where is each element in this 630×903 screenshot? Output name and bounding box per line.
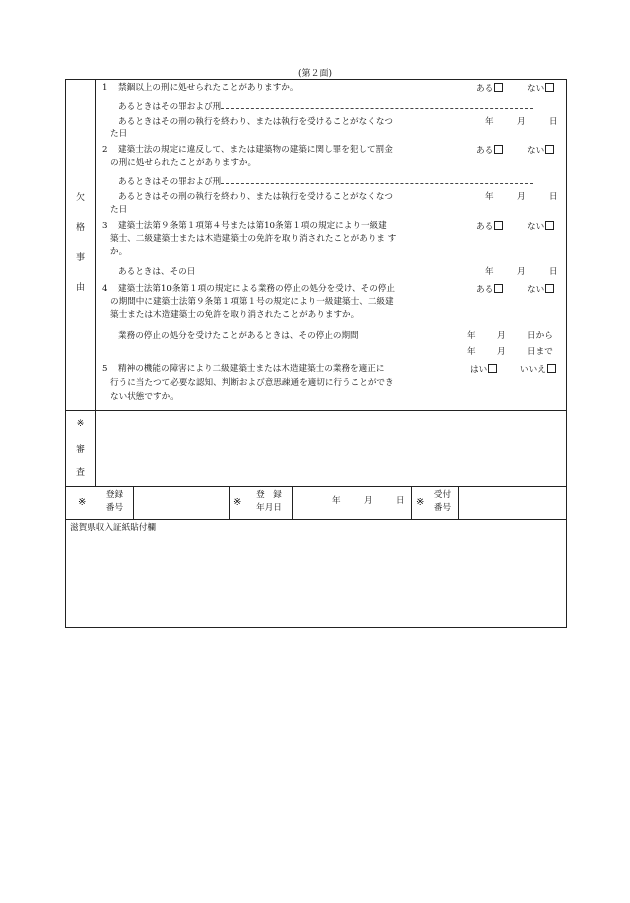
- date-day: 日: [549, 267, 558, 277]
- receipt-mark: ※: [416, 497, 425, 508]
- checkbox[interactable]: [494, 83, 503, 92]
- question-number: 1: [102, 83, 108, 93]
- page-label: (第２面): [297, 69, 333, 79]
- divider-registration-stamp: [66, 519, 566, 520]
- checkbox[interactable]: [545, 83, 554, 92]
- revocation-date-prompt: あるときは、その日: [118, 267, 196, 277]
- answer-no-option[interactable]: [527, 83, 554, 95]
- question-number: 3: [102, 221, 108, 231]
- answer-yes-option[interactable]: [476, 145, 503, 157]
- answer-yes-option[interactable]: [476, 83, 503, 95]
- application-form-table: [65, 79, 567, 628]
- crime-penalty-field[interactable]: [118, 100, 533, 113]
- divider-reg-date-value: [411, 486, 412, 519]
- period-to-month: 月: [497, 347, 506, 357]
- question-text: 建築士法の規定に違反して、または建築物の建築に関し罪を犯して罰金: [118, 145, 393, 155]
- suspension-period-prompt: 業務の停止の処分を受けたことがあるときは、その停止の期間: [118, 331, 359, 341]
- answer-yes-option[interactable]: [470, 364, 497, 376]
- answer-no-option[interactable]: [527, 145, 554, 157]
- question-number: 2: [102, 145, 108, 155]
- period-to-day: 日まで: [527, 347, 553, 357]
- question-text: 建築士法第９条第１項第４号または第10条第１項の規定により一級建: [118, 221, 387, 231]
- sentence-end-prompt-cont: た日: [110, 205, 128, 215]
- question-text-cont: の期間中に建築士法第９条第１項第１号の規定により一級建築士、二級建: [110, 297, 394, 307]
- reg-no-label: [96, 489, 133, 515]
- reg-date-value-field[interactable]: [293, 487, 410, 518]
- option-label: ある: [476, 222, 494, 232]
- field-label: あるときはその罪および刑: [118, 102, 222, 112]
- field-label: あるときはその罪および刑: [118, 177, 222, 187]
- option-label: ない: [527, 222, 545, 232]
- checkbox[interactable]: [494, 145, 503, 154]
- section-label-char: 格: [75, 223, 85, 233]
- date-year: 年: [332, 496, 341, 506]
- option-label: ない: [527, 146, 545, 156]
- date-month: 月: [517, 192, 526, 202]
- receipt-no-label-line: 番号: [433, 503, 452, 513]
- question-text-cont: ない状態ですか。: [110, 392, 179, 402]
- option-label: ない: [527, 84, 545, 94]
- divider-reg-no-value: [229, 486, 230, 519]
- question-text-cont: の刑に処せられたことがありますか。: [110, 158, 257, 168]
- option-label: いいえ: [520, 365, 546, 375]
- checkbox[interactable]: [547, 364, 556, 373]
- option-label: ない: [527, 285, 545, 295]
- checkbox[interactable]: [488, 364, 497, 373]
- checkbox[interactable]: [545, 145, 554, 154]
- date-year: 年: [485, 267, 494, 277]
- reg-date-label: [246, 489, 292, 515]
- fill-in-line[interactable]: [221, 100, 533, 109]
- date-day: 日: [549, 117, 558, 127]
- reg-no-label-line: 登録: [105, 490, 124, 500]
- answer-no-option[interactable]: [527, 221, 554, 233]
- review-area[interactable]: [96, 411, 566, 485]
- reg-date-label-line: 年月日: [256, 503, 282, 513]
- date-day: 日: [396, 496, 405, 506]
- crime-penalty-field[interactable]: [118, 175, 533, 188]
- question-text: 精神の機能の障害により二級建築士または木造建築士の業務を適正に: [118, 364, 385, 374]
- sentence-end-prompt: あるときはその刑の執行を終わり、または執行を受けることがなくなつ: [118, 192, 394, 202]
- section-label-char: 由: [75, 283, 85, 293]
- answer-no-option[interactable]: [520, 364, 556, 376]
- stamp-area-label: 滋賀県収入証紙貼付欄: [70, 523, 156, 533]
- stamp-area[interactable]: [66, 536, 566, 627]
- question-text-cont: か。: [110, 247, 128, 257]
- date-month: 月: [364, 496, 373, 506]
- sentence-end-prompt: あるときはその刑の執行を終わり、または執行を受けることがなくなつ: [118, 117, 394, 127]
- answer-yes-option[interactable]: [476, 284, 503, 296]
- checkbox[interactable]: [494, 284, 503, 293]
- reg-no-value-field[interactable]: [134, 487, 228, 518]
- fill-in-line[interactable]: [221, 175, 533, 184]
- period-from-day: 日から: [527, 331, 553, 341]
- date-day: 日: [549, 192, 558, 202]
- reg-date-mark: ※: [233, 497, 242, 508]
- receipt-no-label-line: 受付: [433, 490, 452, 500]
- checkbox[interactable]: [494, 221, 503, 230]
- date-year: 年: [485, 117, 494, 127]
- option-label: ある: [476, 146, 494, 156]
- checkbox[interactable]: [545, 284, 554, 293]
- period-from-year: 年: [467, 331, 476, 341]
- question-number: 5: [102, 364, 108, 374]
- answer-yes-option[interactable]: [476, 221, 503, 233]
- sentence-end-prompt-cont: た日: [110, 129, 128, 139]
- date-year: 年: [485, 192, 494, 202]
- reg-no-label-line: 番号: [105, 503, 124, 513]
- section-label-char: 事: [75, 253, 85, 263]
- date-month: 月: [517, 267, 526, 277]
- section-label-char: 欠: [75, 193, 85, 203]
- answer-no-option[interactable]: [527, 284, 554, 296]
- question-text-cont: 行うに当たつて必要な認知、判断および意思疎通を適切に行うことができ: [110, 378, 394, 388]
- reg-no-mark: ※: [78, 497, 87, 508]
- period-to-year: 年: [467, 347, 476, 357]
- review-mark: ※: [76, 419, 85, 429]
- checkbox[interactable]: [545, 221, 554, 230]
- review-label-char: 査: [75, 468, 85, 478]
- receipt-no-value-field[interactable]: [459, 487, 566, 518]
- question-number: 4: [102, 284, 108, 294]
- date-month: 月: [517, 117, 526, 127]
- period-from-month: 月: [497, 331, 506, 341]
- option-label: はい: [470, 365, 488, 375]
- question-text-cont: 築士、二級建築士または木造建築士の免許を取り消されたことがありま す: [110, 234, 397, 244]
- option-label: ある: [476, 84, 494, 94]
- question-text: 禁錮以上の刑に処せられたことがありますか。: [118, 83, 299, 93]
- review-label-char: 審: [75, 445, 85, 455]
- reg-date-label-line: 登 録: [256, 490, 282, 500]
- question-text: 建築士法第10条第１項の規定による業務の停止の処分を受け、その停止: [118, 284, 395, 294]
- option-label: ある: [476, 285, 494, 295]
- receipt-no-label: [427, 489, 458, 515]
- question-text-cont: 築士または木造建築士の免許を取り消されたことがありますか。: [110, 310, 360, 320]
